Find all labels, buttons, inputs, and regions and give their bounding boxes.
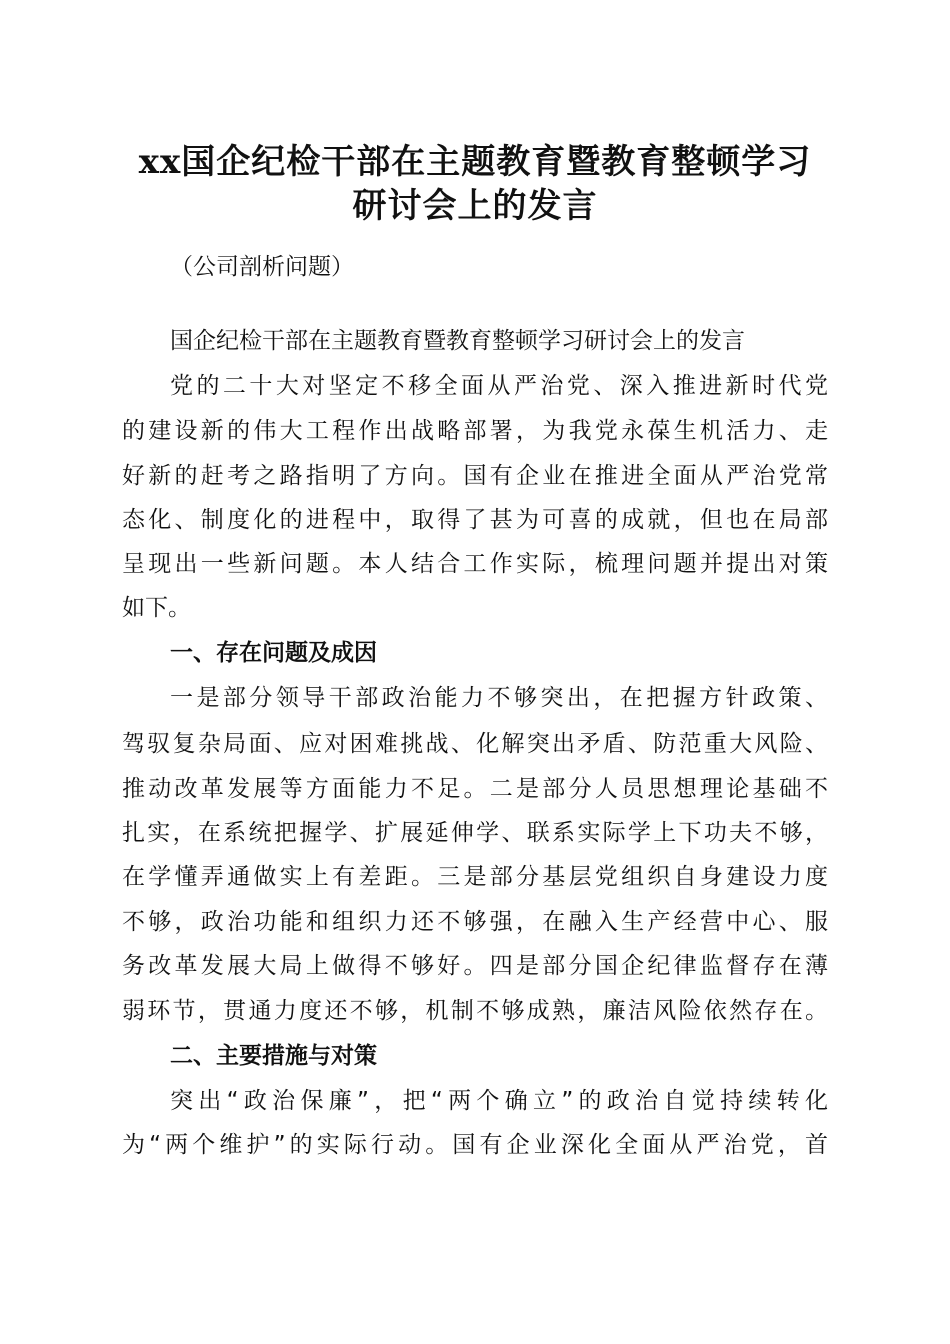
document-title-line-2: 研讨会上的发言 [352,186,598,226]
paragraph-line: 国企纪检干部在主题教育暨教育整顿学习研讨会上的发言 [170,328,745,354]
section-heading-2: 二、主要措施与对策 [170,1043,377,1069]
paragraph-line: 扎实，在系统把握学、扩展延伸学、联系实际学上下功夫不够， [122,820,828,846]
paragraph-line: 突出“政治保廉”，把“两个确立”的政治自觉持续转化 [170,1088,828,1114]
paragraph-line: 一是部分领导干部政治能力不够突出，在把握方针政策、 [170,685,828,711]
paragraph-line: 党的二十大对坚定不移全面从严治党、深入推进新时代党 [170,373,828,399]
paragraph-line: 态化、制度化的进程中，取得了甚为可喜的成就，但也在局部 [122,507,828,533]
paragraph-line: 务改革发展大局上做得不够好。四是部分国企纪律监督存在薄 [122,953,828,979]
paragraph-line: 弱环节，贯通力度还不够，机制不够成熟，廉洁风险依然存在。 [122,998,828,1024]
paragraph-line: 为“两个维护”的实际行动。国有企业深化全面从严治党，首 [122,1132,828,1158]
paragraph-line: 呈现出一些新问题。本人结合工作实际，梳理问题并提出对策 [122,551,828,577]
paragraph-line: 好新的赶考之路指明了方向。国有企业在推进全面从严治党常 [122,463,828,489]
paragraph-line: 如下。 [122,595,191,621]
document-title-line-1: xx国企纪检干部在主题教育暨教育整顿学习 [138,142,812,182]
subtitle-note: （公司剖析问题） [170,254,354,280]
section-heading-1: 一、存在问题及成因 [170,640,377,666]
paragraph-line: 在学懂弄通做实上有差距。三是部分基层党组织自身建设力度 [122,864,828,890]
paragraph-line: 驾驭复杂局面、应对困难挑战、化解突出矛盾、防范重大风险、 [122,731,828,757]
paragraph-line: 不够，政治功能和组织力还不够强，在融入生产经营中心、服 [122,909,828,935]
paragraph-line: 的建设新的伟大工程作出战略部署，为我党永葆生机活力、走 [122,418,828,444]
paragraph-line: 推动改革发展等方面能力不足。二是部分人员思想理论基础不 [122,776,828,802]
